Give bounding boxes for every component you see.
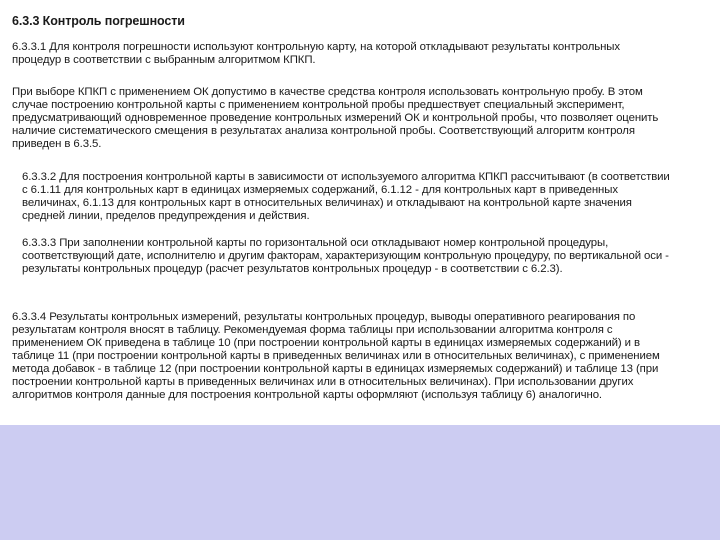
section-heading: 6.3.3 Контроль погрешности (12, 14, 185, 28)
text-line: метода добавок - в таблице 12 (при построении контрольной карты в единицах измеряемых содержаний) и таблице 13 (при (12, 363, 659, 375)
text-line: 6.3.3.2 Для построения контрольной карты в зависимости от используемого алгоритма КПКП рассчитывают (в соответствии (22, 171, 670, 183)
text-line: соответствующий дате, исполнителю и другим факторам, характеризующим контрольную процедуру, по вертикальной оси - (22, 250, 669, 262)
text-line: применением ОК приведена в таблице 10 (при построении контрольной карты в единицах измеряемых содержаний) и в (12, 337, 640, 349)
text-line: случае построению контрольной карты с применением контрольной пробы предшествует специальный эксперимент, (12, 99, 625, 111)
text-line: При выборе КПКП с применением ОК допустимо в качестве средства контроля использовать контрольную пробу. В этом (12, 86, 643, 98)
footer-band (0, 425, 720, 540)
text-line: процедур в соответствии с выбранным алгоритмом КПКП. (12, 54, 316, 66)
text-line: алгоритмов контроля данные для построения контрольной карты оформляют (используя таблицу 6) аналогично. (12, 389, 602, 401)
text-line: построении контрольной карты в приведенных величинах или в относительных величинах). При использовании других (12, 376, 634, 388)
text-line: результаты контрольных процедур (расчет результатов контрольных процедур - в соответствии с 6.2.3). (22, 263, 563, 275)
text-line: таблице 11 (при построении контрольной карты в приведенных величинах или в относительных величинах), с применением (12, 350, 660, 362)
text-line: 6.3.3.3 При заполнении контрольной карты по горизонтальной оси откладывают номер контрольной процедуры, (22, 237, 609, 249)
text-line: 6.3.3.4 Результаты контрольных измерений, результаты контрольных процедур, выводы оперативного реагирования по (12, 311, 636, 323)
text-line: предусматривающий одновременное проведение контрольных измерений ОК и контрольной пробы, что позволяет оценить (12, 112, 659, 124)
text-line: приведен в 6.3.5. (12, 138, 102, 150)
text-line: средней линии, пределов предупреждения и действия. (22, 210, 310, 222)
text-line: величинах, 6.1.13 для контрольных карт в относительных величинах) и откладывают на контрольной карте значения (22, 197, 632, 209)
text-line: результатам контроля вносят в таблицу. Рекомендуемая форма таблицы при использовании алгоритма контроля с (12, 324, 613, 336)
text-line: наличие систематического смещения в результатах анализа контрольной пробы. Соответствующий алгоритм контроля (12, 125, 635, 137)
text-line: 6.3.3.1 Для контроля погрешности используют контрольную карту, на которой откладывают результаты контрольных (12, 41, 620, 53)
text-line: с 6.1.11 для контрольных карт в единицах измеряемых содержаний, 6.1.12 - для контрольных карт в приведенных (22, 184, 618, 196)
